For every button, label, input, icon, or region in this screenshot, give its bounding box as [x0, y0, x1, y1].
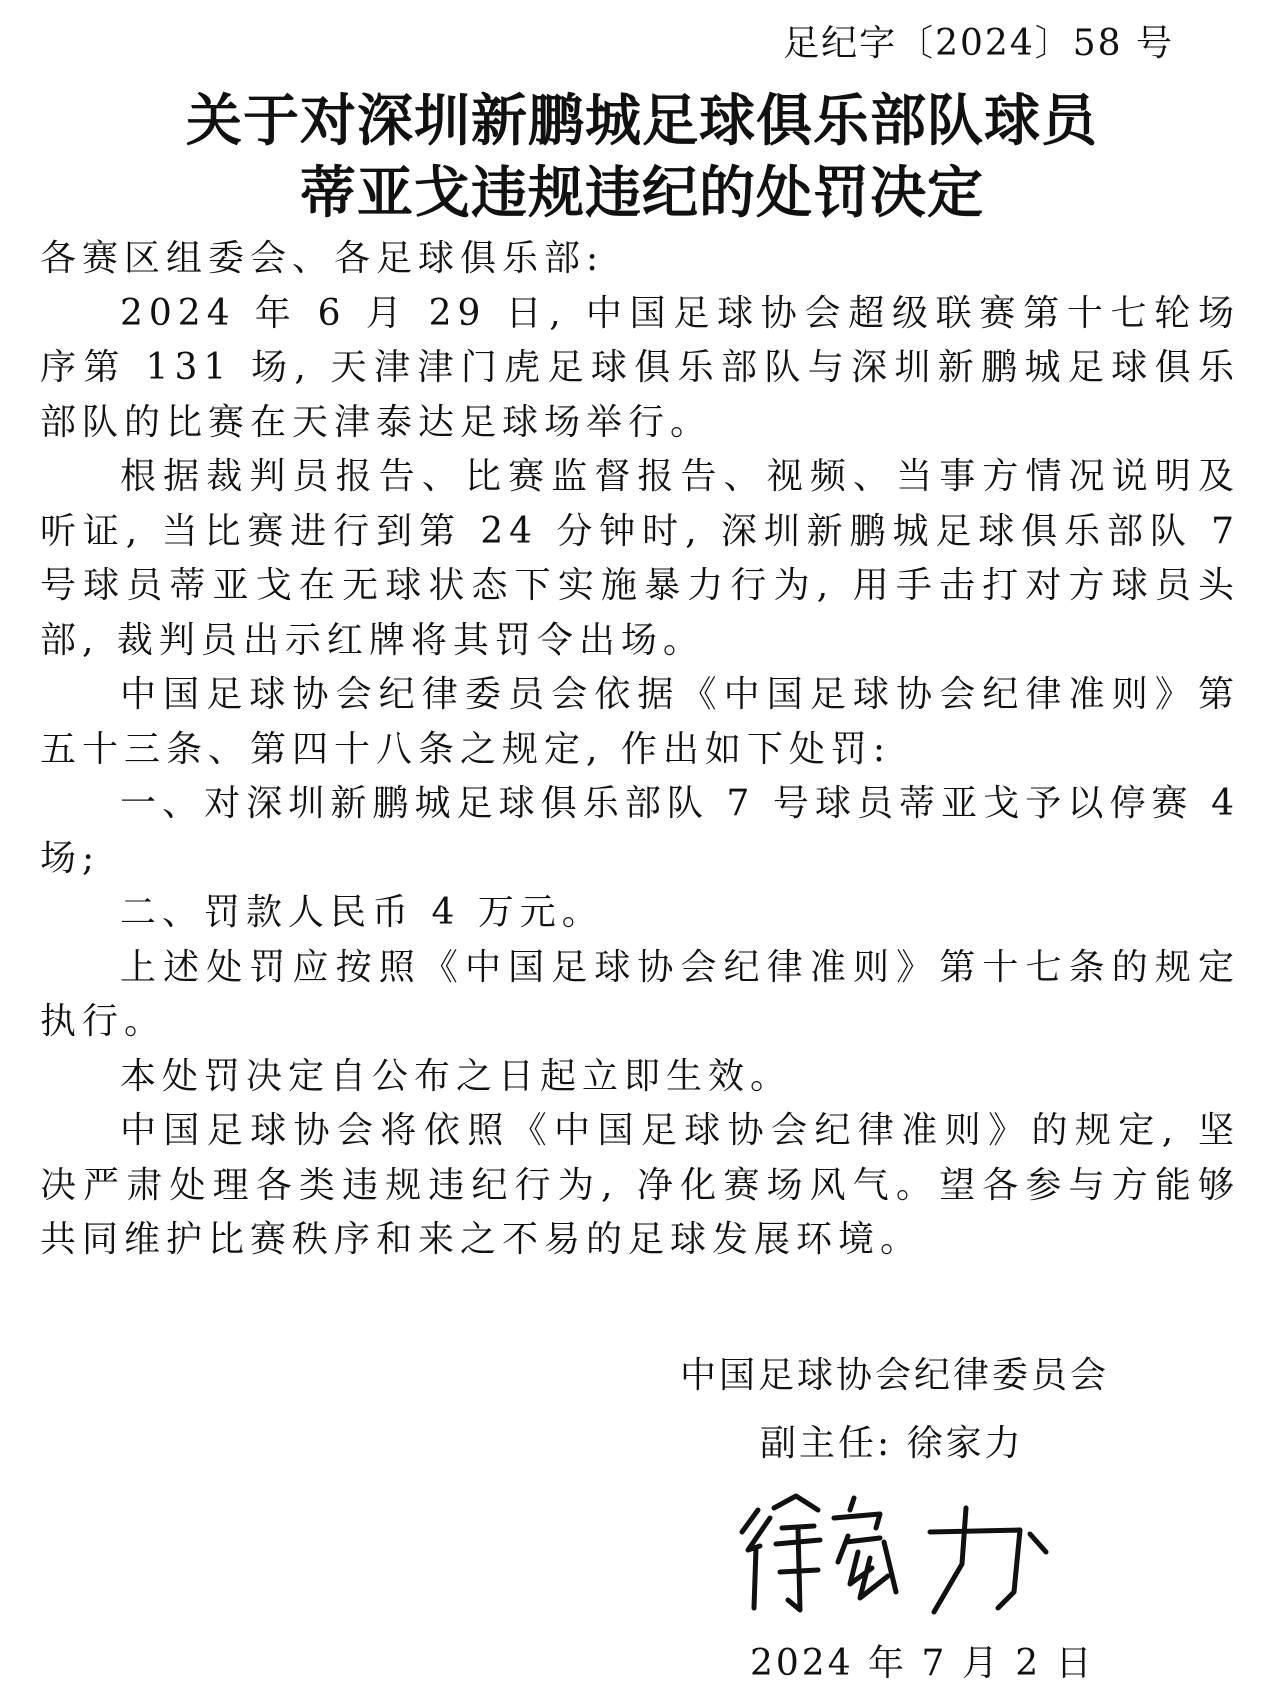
signatory-title: 副主任: 徐家力 [760, 1423, 1024, 1464]
paragraph-effective: 本处罚决定自公布之日起立即生效。 [120, 1055, 793, 1097]
paragraph-execution: 上述处罚应按照《中国足球协会纪律准则》第十七条的规定执行。 [40, 946, 1240, 1042]
document-date: 2024 年 7 月 2 日 [750, 1643, 1095, 1684]
paragraph-match-info: 2024 年 6 月 29 日, 中国足球协会超级联赛第十七轮场序第 131 场, 天津津门虎足球俱乐部队与深圳新鹏城足球俱乐部队的比赛在天津泰达足球场举行。 [40, 292, 1240, 443]
paragraph-incident: 根据裁判员报告、比赛监督报告、视频、当事方情况说明及听证, 当比赛进行到第 24 分钟时, 深圳新鹏城足球俱乐部队 7 号球员蒂亚戈在无球状态下实施暴力行为, 用手击打对方球员头部, 裁判员出示红牌将其罚令出场。 [40, 456, 1240, 661]
signing-organization: 中国足球协会纪律委员会 [680, 1355, 1110, 1396]
paragraph-closing: 中国足球协会将依照《中国足球协会纪律准则》的规定, 坚决严肃处理各类违规违纪行为, 净化赛场风气。望各参与方能够共同维护比赛秩序和来之不易的足球发展环境。 [40, 1110, 1240, 1260]
document-title-line-2: 蒂亚戈违规违纪的处罚决定 [300, 161, 984, 226]
paragraph-basis: 中国足球协会纪律委员会依据《中国足球协会纪律准则》第五十三条、第四十八条之规定, 作出如下处罚: [40, 674, 1240, 770]
handwritten-signature [730, 1480, 1060, 1620]
document-body [40, 232, 1240, 1268]
document-title-line-1: 关于对深圳新鹏城足球俱乐部队球员 [186, 89, 1098, 154]
salutation: 各赛区组委会、各足球俱乐部: [40, 238, 605, 279]
penalty-item-2: 二、罚款人民币 4 万元。 [120, 892, 604, 933]
document-number: 足纪字〔2024〕58 号 [783, 23, 1174, 64]
penalty-item-1: 一、对深圳新鹏城足球俱乐部队 7 号球员蒂亚戈予以停赛 4 场; [40, 783, 1240, 879]
